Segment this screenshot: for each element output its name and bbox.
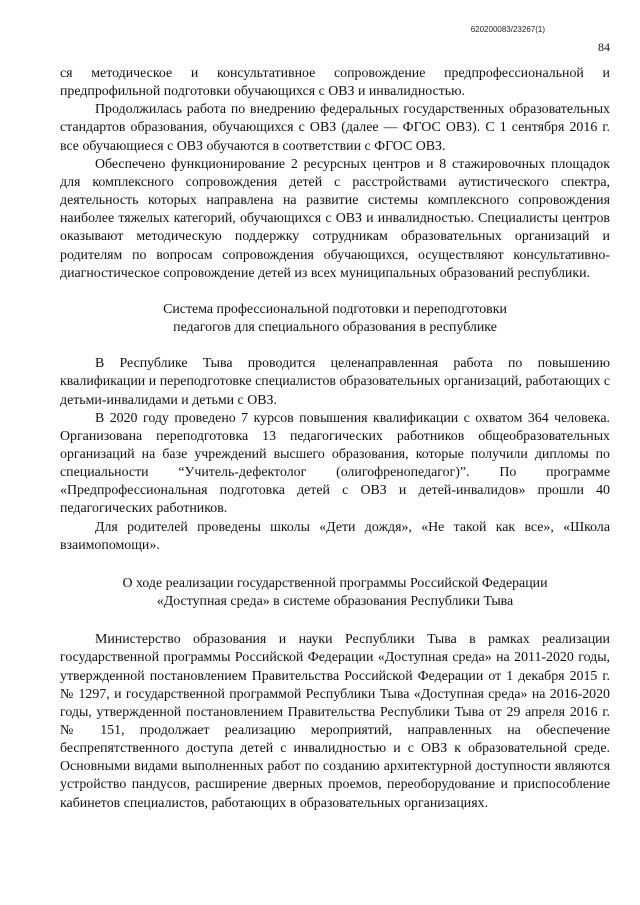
section-heading: [60, 575, 610, 611]
paragraph: ся методическое и консультативное сопровождение предпрофессиональной и предпрофильной подготовки обучающихся с ОВЗ и инвалидностью.: [60, 66, 610, 100]
section-heading-line: «Доступная среда» в системе образования Республики Тыва: [156, 594, 514, 610]
section-heading-line: О ходе реализации государственной программы Российской Федерации: [122, 575, 548, 591]
paragraph: В Республике Тыва проводится целенаправленная работа по повышению квалификации и переподготовке специалистов образовательных организаций, работающих с детьми-инвалидами и детьми с ОВЗ.: [60, 356, 610, 408]
document-id: 620200083/23267(1): [470, 25, 545, 34]
section-heading-line: Система профессиональной подготовки и переподготовки: [163, 301, 507, 317]
section-heading: [60, 301, 610, 337]
paragraph: В 2020 году проведено 7 курсов повышения квалификации с охватом 364 человека. Организована переподготовка 13 педагогических работников общеобразовательных организаций на базе учреждений высшего образования, которые получили дипломы по специальности “Учитель-дефектолог (олигофренопедагог)”. По программе «Предпрофессиональная подготовка детей с ОВЗ и детей-инвалидов» прошли 40 педагогических работников.: [60, 410, 610, 517]
paragraph: Министерство образования и науки Республики Тыва в рамках реализации государственной программы Российской Федерации «Доступная среда» на 2011-2020 годы, утвержденной постановлением Правительства Российской Федерации от 1 декабря 2015 г. № 1297, и государственной программой Республики Тыва «Доступная среда» на 2016-2020 годы, утвержденной постановлением Правительства Республики Тыва от 29 апреля 2016 г. № 151, продолжает реализацию мероприятий, направленных на обеспечение беспрепятственного доступа детей с инвалидностью и с ОВЗ к образовательной среде. Основными видами выполненных работ по созданию архитектурной доступности являются устройство пандусов, расширение дверных проемов, переоборудование и приспособление кабинетов специалистов, работающих в образовательных организациях.: [60, 632, 610, 811]
page-number: 84: [598, 40, 610, 54]
document-body: [60, 65, 610, 813]
paragraph: Для родителей проведены школы «Дети дождя», «Не такой как все», «Школа взаимопомощи».: [60, 519, 610, 553]
paragraph: Продолжилась работа по внедрению федеральных государственных образовательных стандартов образования, обучающихся с ОВЗ (далее — ФГОС ОВЗ). С 1 сентября 2016 г. все обучающиеся с ОВЗ обучаются в соответствии с ФГОС ОВЗ.: [60, 102, 610, 154]
paragraph: Обеспечено функционирование 2 ресурсных центров и 8 стажировочных площадок для комплексного сопровождения детей с расстройствами аутистического спектра, деятельность которых направлена на развитие системы комплексного сопровождения наиболее тяжелых категорий, обучающихся с ОВЗ и инвалидностью. Специалисты центров оказывают методическую поддержку сотрудникам образовательных организаций и родителям по вопросам сопровождения обучающихся, осуществляют консультативно-диагностическое сопровождение детей из всех муниципальных образований республики.: [60, 156, 610, 281]
section-heading-line: педагогов для специального образования в республике: [173, 320, 497, 336]
